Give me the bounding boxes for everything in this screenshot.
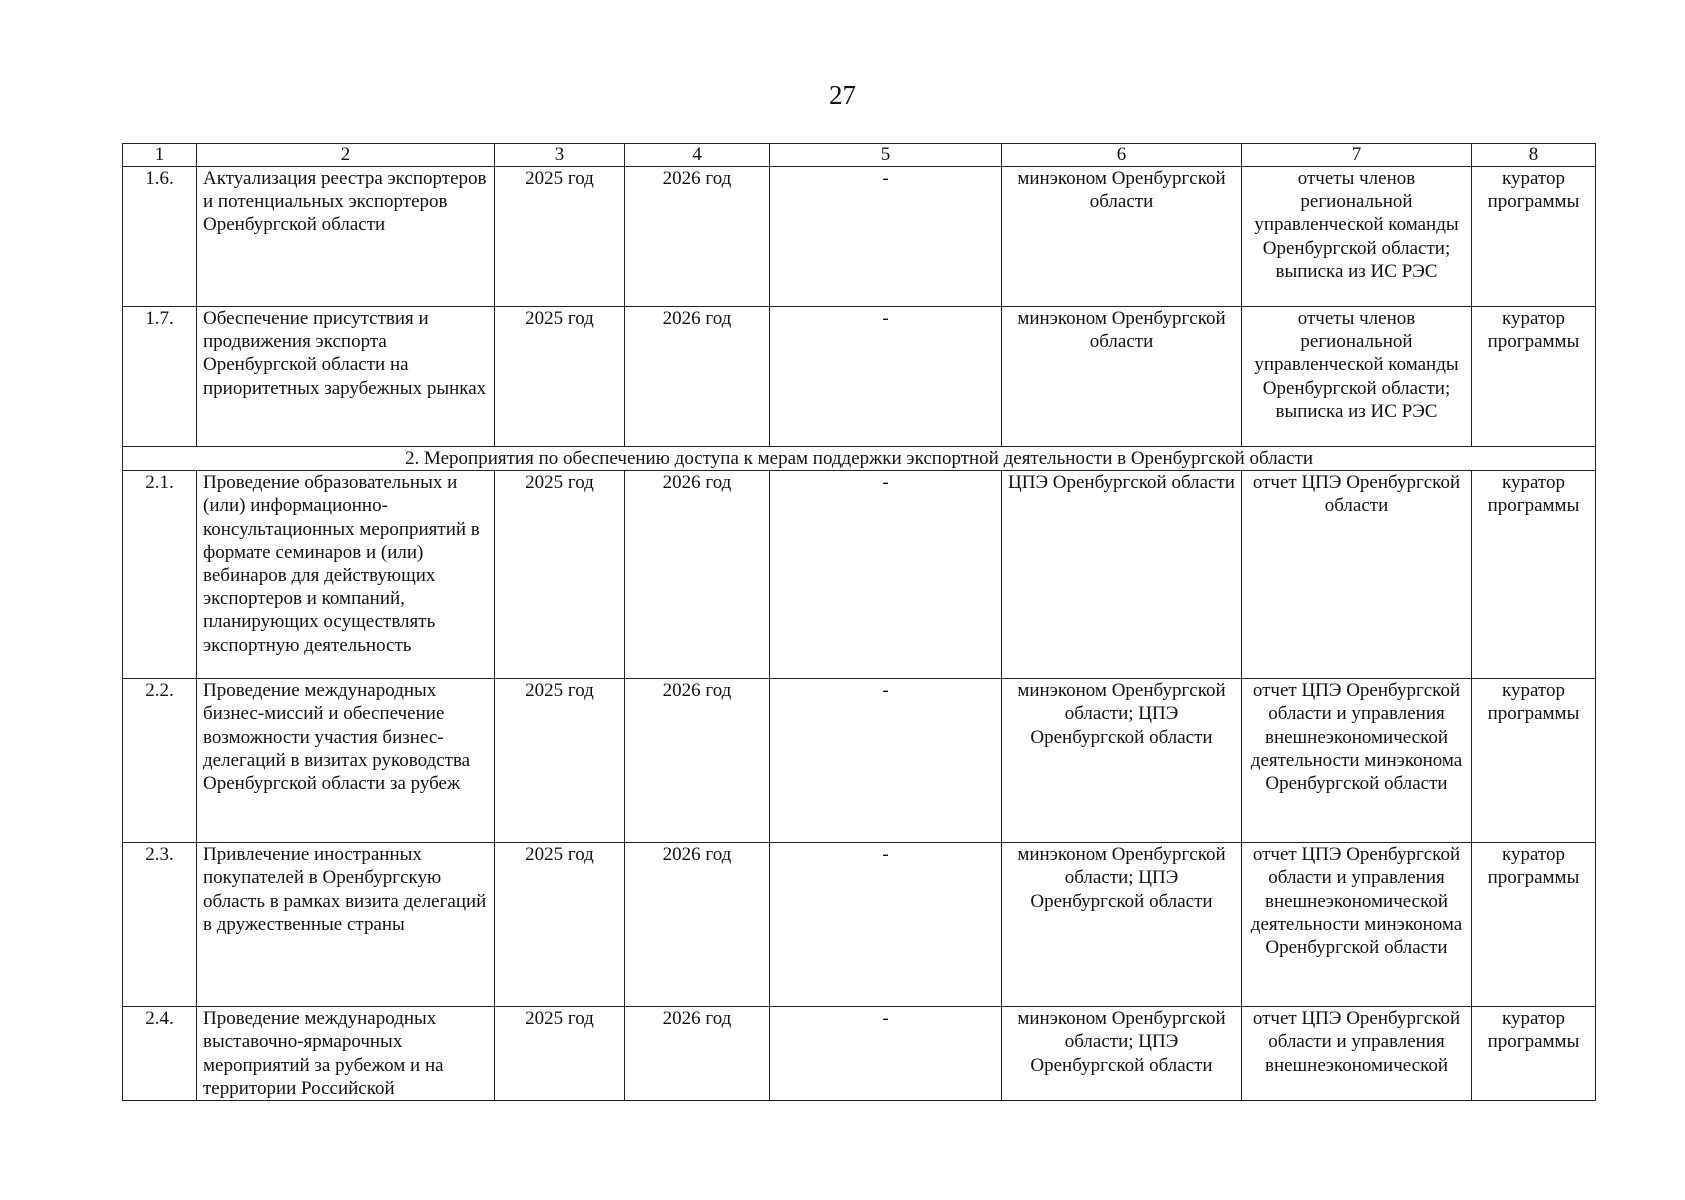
end-date: 2026 год bbox=[625, 843, 770, 1007]
table-row bbox=[123, 843, 1596, 1007]
column-5-value: - bbox=[770, 1007, 1002, 1101]
start-date: 2025 год bbox=[495, 679, 625, 843]
start-date: 2025 год bbox=[495, 307, 625, 447]
row-number: 1.6. bbox=[123, 167, 197, 307]
responsible-executor: минэконом Оренбургской области; ЦПЭ Оренбургской области bbox=[1002, 1007, 1242, 1101]
expected-result: отчет ЦПЭ Оренбургской области и управления внешнеэкономической деятельности минэконома Оренбургской области bbox=[1242, 679, 1472, 843]
column-header: 5 bbox=[770, 144, 1002, 167]
end-date: 2026 год bbox=[625, 1007, 770, 1101]
table-row bbox=[123, 1007, 1596, 1101]
end-date: 2026 год bbox=[625, 307, 770, 447]
responsible-executor: минэконом Оренбургской области; ЦПЭ Оренбургской области bbox=[1002, 679, 1242, 843]
expected-result: отчет ЦПЭ Оренбургской области и управления внешнеэкономической деятельности минэконома Оренбургской области bbox=[1242, 843, 1472, 1007]
start-date: 2025 год bbox=[495, 1007, 625, 1101]
row-number: 2.3. bbox=[123, 843, 197, 1007]
responsible-executor: ЦПЭ Оренбургской области bbox=[1002, 471, 1242, 679]
control-person: куратор программы bbox=[1472, 471, 1596, 679]
table-row bbox=[123, 679, 1596, 843]
expected-result bbox=[1242, 307, 1472, 447]
table-row bbox=[123, 167, 1596, 307]
start-date: 2025 год bbox=[495, 471, 625, 679]
responsible-executor: минэконом Оренбургской области; ЦПЭ Оренбургской области bbox=[1002, 843, 1242, 1007]
responsible-executor: минэконом Оренбургской области bbox=[1002, 307, 1242, 447]
activity-name: Привлечение иностранных покупателей в Оренбургскую область в рамках визита делегаций в дружественные страны bbox=[197, 843, 495, 1007]
column-header: 6 bbox=[1002, 144, 1242, 167]
expected-result: отчет ЦПЭ Оренбургской области и управления внешнеэкономической bbox=[1242, 1007, 1472, 1101]
row-number: 2.2. bbox=[123, 679, 197, 843]
action-plan-table bbox=[122, 143, 1596, 1101]
page-number: 27 bbox=[829, 80, 856, 110]
column-header: 2 bbox=[197, 144, 495, 167]
end-date: 2026 год bbox=[625, 471, 770, 679]
responsible-executor: минэконом Оренбургской области bbox=[1002, 167, 1242, 307]
activity-name: Проведение образовательных и (или) информационно-консультационных мероприятий в формате семинаров и (или) вебинаров для действующих экспортеров и компаний, планирующих осуществлять экспортную деятельность bbox=[197, 471, 495, 679]
row-number: 2.4. bbox=[123, 1007, 197, 1101]
expected-result: отчет ЦПЭ Оренбургской области bbox=[1242, 471, 1472, 679]
column-header: 8 bbox=[1472, 144, 1596, 167]
column-5-value: - bbox=[770, 679, 1002, 843]
row-number: 2.1. bbox=[123, 471, 197, 679]
column-header: 7 bbox=[1242, 144, 1472, 167]
column-header: 4 bbox=[625, 144, 770, 167]
end-date: 2026 год bbox=[625, 167, 770, 307]
start-date: 2025 год bbox=[495, 843, 625, 1007]
end-date: 2026 год bbox=[625, 679, 770, 843]
section-title: 2. Мероприятия по обеспечению доступа к мерам поддержки экспортной деятельности в Оренбургской области bbox=[123, 447, 1596, 471]
column-number-row bbox=[123, 144, 1596, 167]
table-row bbox=[123, 307, 1596, 447]
column-header: 3 bbox=[495, 144, 625, 167]
start-date: 2025 год bbox=[495, 167, 625, 307]
section-header-row bbox=[123, 447, 1596, 471]
activity-name: Актуализация реестра экспортеров и потенциальных экспортеров Оренбургской области bbox=[197, 167, 495, 307]
column-5-value: - bbox=[770, 307, 1002, 447]
column-header: 1 bbox=[123, 144, 197, 167]
table-row bbox=[123, 471, 1596, 679]
control-person: куратор программы bbox=[1472, 1007, 1596, 1101]
expected-result-text: отчеты членов региональной управленческой команды Оренбургской области; выписка из ИС РЭС bbox=[1254, 308, 1459, 422]
column-5-value: - bbox=[770, 471, 1002, 679]
activity-name: Проведение международных бизнес-миссий и обеспечение возможности участия бизнес-делегаций в визитах руководства Оренбургской области за рубеж bbox=[197, 679, 495, 843]
activity-name: Проведение международных выставочно-ярмарочных мероприятий за рубежом и на территории Российской bbox=[197, 1007, 495, 1101]
control-person: куратор программы bbox=[1472, 843, 1596, 1007]
expected-result: отчеты членов региональной управленческой команды Оренбургской области; выписка из ИС РЭС bbox=[1242, 167, 1472, 307]
activity-name: Обеспечение присутствия и продвижения экспорта Оренбургской области на приоритетных зарубежных рынках bbox=[197, 307, 495, 447]
control-person: куратор программы bbox=[1472, 167, 1596, 307]
row-number: 1.7. bbox=[123, 307, 197, 447]
column-5-value: - bbox=[770, 843, 1002, 1007]
column-5-value: - bbox=[770, 167, 1002, 307]
control-person: куратор программы bbox=[1472, 307, 1596, 447]
control-person: куратор программы bbox=[1472, 679, 1596, 843]
